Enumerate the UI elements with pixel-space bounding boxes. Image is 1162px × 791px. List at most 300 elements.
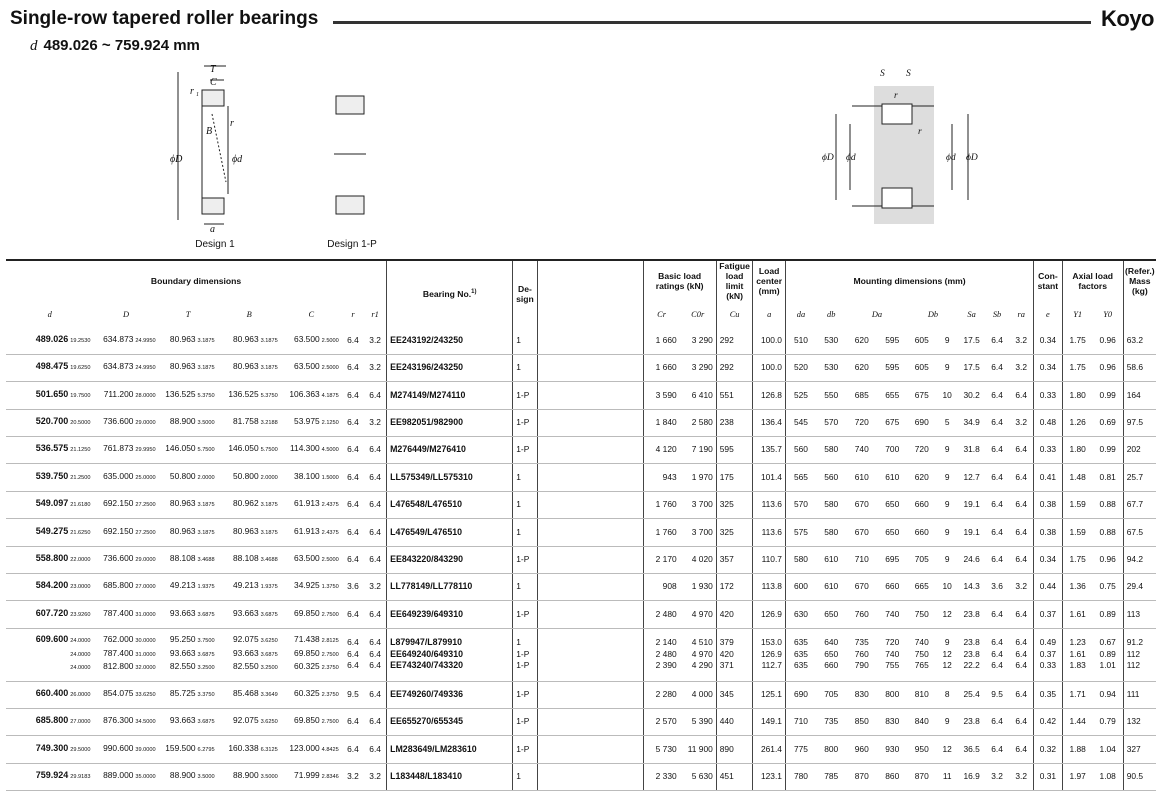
cell-Da: 735 760 790	[846, 628, 877, 681]
cell-blank	[537, 354, 643, 381]
cell-ra: 6.4	[985, 491, 1009, 518]
cell-Cr: 1 760	[643, 519, 680, 546]
cell-Sb: 34.9	[958, 409, 984, 436]
cell-B: 81.758 3.2188	[218, 409, 281, 436]
cell-a: 113.6	[753, 491, 786, 518]
design-1-caption: Design 1	[195, 239, 235, 250]
col-C: C	[308, 309, 315, 319]
table-row	[6, 601, 1156, 628]
cell-r: 6.4	[342, 382, 364, 409]
cell-r: 3.6	[342, 573, 364, 600]
cell-rb: 6.4	[1009, 736, 1033, 763]
cell-Sb: 19.1	[958, 519, 984, 546]
cell-Cr: 943	[643, 464, 680, 491]
cell-r: 6.4	[342, 464, 364, 491]
cell-r1: 6.4	[364, 546, 386, 573]
cell-Dbm: 870	[908, 763, 936, 790]
cell-C0r: 1 970	[680, 464, 717, 491]
svg-text:B: B	[206, 126, 213, 137]
cell-a: 123.1	[753, 763, 786, 790]
cell-C0r: 4 000	[680, 681, 717, 708]
svg-text:ϕD: ϕD	[170, 154, 183, 165]
cell-design: 1	[513, 354, 537, 381]
cell-Y0: 0.67 0.89 1.01	[1093, 628, 1124, 681]
cell-Sb: 31.8	[958, 436, 984, 463]
svg-text:r: r	[894, 91, 898, 101]
cell-d: 558.800 22.0000	[6, 546, 94, 573]
cell-e: 0.31	[1034, 763, 1062, 790]
cell-Sb: 36.5	[958, 736, 984, 763]
table-row	[6, 681, 1156, 708]
cell-Cu: 345	[716, 681, 753, 708]
cell-Sa: 9	[936, 519, 958, 546]
cell-Sb: 24.6	[958, 546, 984, 573]
cell-e: 0.35	[1034, 681, 1062, 708]
cell-Sb: 16.9	[958, 763, 984, 790]
cell-Dbm: 810	[908, 681, 936, 708]
cell-Db: 740	[877, 601, 908, 628]
cell-Da: 620	[846, 354, 877, 381]
col-da: da	[785, 301, 816, 327]
cell-db: 650	[816, 601, 847, 628]
cell-B: 93.663 3.6875	[218, 601, 281, 628]
cell-Sb: 25.4	[958, 681, 984, 708]
cell-Cr: 2 480	[643, 601, 680, 628]
cell-da: 570	[785, 491, 816, 518]
cell-Db: 930	[877, 736, 908, 763]
cell-design: 1	[513, 491, 537, 518]
col-r1: r1	[371, 309, 379, 319]
cell-r1: 3.2	[364, 409, 386, 436]
cell-ra: 3.2	[985, 763, 1009, 790]
cell-D: 762.000 30.0000 787.400 31.0000 812.800 32.0000	[94, 628, 159, 681]
cell-ra: 9.5	[985, 681, 1009, 708]
cell-D: 634.873 24.9950	[94, 327, 159, 354]
cell-Dbm: 740 750 765	[908, 628, 936, 681]
cell-r1: 6.4	[364, 519, 386, 546]
cell-Cr: 1 660	[643, 354, 680, 381]
cell-da: 775	[785, 736, 816, 763]
cell-C0r: 7 190	[680, 436, 717, 463]
cell-mass: 91.2 112 112	[1123, 628, 1156, 681]
cell-design: 1-P	[513, 409, 537, 436]
cell-db: 560	[816, 464, 847, 491]
cell-Cu: 175	[716, 464, 753, 491]
cell-Y1: 1.44	[1062, 709, 1093, 736]
cell-mass: 67.5	[1123, 519, 1156, 546]
cell-mass: 202	[1123, 436, 1156, 463]
cell-Sb: 23.8	[958, 709, 984, 736]
cell-bearing-no: L183448/L183410	[387, 763, 513, 790]
cell-design: 1-P	[513, 709, 537, 736]
cell-Y0: 1.08	[1093, 763, 1124, 790]
cell-T: 80.963 3.1875	[159, 354, 218, 381]
cell-Sa: 9	[936, 464, 958, 491]
cell-mass: 164	[1123, 382, 1156, 409]
cell-Dbm: 950	[908, 736, 936, 763]
cell-Cr: 5 730	[643, 736, 680, 763]
cell-Cr: 4 120	[643, 436, 680, 463]
col-r: r	[351, 309, 355, 319]
svg-text:ϕd: ϕd	[232, 154, 243, 165]
cell-Y1: 1.71	[1062, 681, 1093, 708]
cell-da: 630	[785, 601, 816, 628]
table-row	[6, 573, 1156, 600]
cell-r1: 6.4	[364, 709, 386, 736]
cell-db: 580	[816, 436, 847, 463]
cell-C: 60.325 2.3750	[281, 681, 342, 708]
cell-rb: 6.4	[1009, 709, 1033, 736]
design-1-diagram	[168, 62, 258, 232]
cell-C0r: 6 410	[680, 382, 717, 409]
cell-ra: 6.4	[985, 327, 1009, 354]
col-Sb: Sb	[992, 309, 1002, 319]
cell-Sa: 12	[936, 736, 958, 763]
cell-B: 136.525 5.3750	[218, 382, 281, 409]
cell-Sa: 9	[936, 491, 958, 518]
cell-T: 159.500 6.2795	[159, 736, 218, 763]
cell-B: 80.963 3.1875	[218, 354, 281, 381]
cell-Cu: 325	[716, 519, 753, 546]
cell-bearing-no: L476548/L476510	[387, 491, 513, 518]
table-row	[6, 709, 1156, 736]
cell-Y0: 0.88	[1093, 491, 1124, 518]
cell-Y0: 0.75	[1093, 573, 1124, 600]
svg-text:ϕd: ϕd	[846, 153, 856, 163]
cell-da: 510	[785, 327, 816, 354]
cell-design: 1 1-P 1-P	[513, 628, 537, 681]
cell-Cr: 2 330	[643, 763, 680, 790]
cell-C: 123.000 4.8425	[281, 736, 342, 763]
svg-text:1: 1	[196, 92, 199, 98]
cell-Da: 670	[846, 519, 877, 546]
cell-r1: 6.4	[364, 736, 386, 763]
cell-r1: 3.2	[364, 763, 386, 790]
boundary-dimensions-header: Boundary dimensions	[6, 260, 387, 301]
cell-Y1: 1.26	[1062, 409, 1093, 436]
cell-r1: 6.4	[364, 382, 386, 409]
table-row	[6, 736, 1156, 763]
cell-Db: 595	[877, 354, 908, 381]
page-title: Single-row tapered roller bearings	[10, 8, 319, 29]
cell-D: 990.600 39.0000	[94, 736, 159, 763]
cell-r: 6.4	[342, 519, 364, 546]
cell-D: 854.075 33.6250	[94, 681, 159, 708]
cell-Dbm: 840	[908, 709, 936, 736]
cell-design: 1	[513, 464, 537, 491]
col-Y1: Y1	[1062, 301, 1093, 327]
cell-Y1: 1.88	[1062, 736, 1093, 763]
cell-Db: 660	[877, 573, 908, 600]
cell-bearing-no: EE655270/655345	[387, 709, 513, 736]
cell-blank	[537, 491, 643, 518]
cell-B: 80.963 3.1875	[218, 519, 281, 546]
cell-db: 785	[816, 763, 847, 790]
cell-e: 0.38	[1034, 491, 1062, 518]
cell-D: 787.400 31.0000	[94, 601, 159, 628]
cell-r1: 6.4	[364, 491, 386, 518]
cell-Sa: 9	[936, 354, 958, 381]
cell-Y1: 1.48	[1062, 464, 1093, 491]
cell-da: 560	[785, 436, 816, 463]
cell-Cr: 2 140 2 480 2 390	[643, 628, 680, 681]
cell-ra: 3.6	[985, 573, 1009, 600]
design-1p-caption: Design 1-P	[327, 239, 377, 250]
cell-db: 570	[816, 409, 847, 436]
cell-Sb: 23.8	[958, 601, 984, 628]
table-row	[6, 519, 1156, 546]
table-header-row	[6, 260, 1156, 301]
svg-text:S: S	[906, 69, 911, 79]
cell-Cu: 379 420 371	[716, 628, 753, 681]
cell-Y1: 1.80	[1062, 382, 1093, 409]
cell-Y0: 0.96	[1093, 354, 1124, 381]
cell-C: 71.438 2.8125 69.850 2.7500 60.325 2.3750	[281, 628, 342, 681]
cell-Y0: 0.79	[1093, 709, 1124, 736]
svg-text:r: r	[918, 127, 922, 137]
cell-ra: 6.4	[985, 736, 1009, 763]
design-1p-diagram	[330, 92, 370, 220]
cell-blank	[537, 681, 643, 708]
table-row	[6, 546, 1156, 573]
cell-blank	[537, 409, 643, 436]
cell-r1: 3.2	[364, 354, 386, 381]
cell-Cr: 2 170	[643, 546, 680, 573]
cell-D: 692.150 27.2500	[94, 491, 159, 518]
cell-r1: 6.4	[364, 601, 386, 628]
cell-T: 95.250 3.7500 93.663 3.6875 82.550 3.2500	[159, 628, 218, 681]
cell-r1: 3.2	[364, 327, 386, 354]
cell-db: 550	[816, 382, 847, 409]
cell-r: 3.2	[342, 763, 364, 790]
cell-C: 69.850 2.7500	[281, 601, 342, 628]
cell-Da: 850	[846, 709, 877, 736]
cell-da: 780	[785, 763, 816, 790]
cell-Da: 960	[846, 736, 877, 763]
title-rule	[333, 21, 1091, 24]
cell-blank	[537, 628, 643, 681]
cell-design: 1-P	[513, 601, 537, 628]
table-row	[6, 354, 1156, 381]
cell-C: 71.999 2.8346	[281, 763, 342, 790]
svg-text:r: r	[230, 118, 234, 129]
col-d: d	[47, 309, 52, 319]
cell-Db: 650	[877, 491, 908, 518]
constant-header: Con-stant	[1034, 260, 1062, 301]
cell-e: 0.48	[1034, 409, 1062, 436]
table-row	[6, 409, 1156, 436]
cell-Da: 760	[846, 601, 877, 628]
cell-rb: 6.4	[1009, 546, 1033, 573]
cell-bearing-no: EE243192/243250	[387, 327, 513, 354]
cell-a: 100.0	[753, 327, 786, 354]
cell-r: 6.4 6.4 6.4	[342, 628, 364, 681]
col-Cu: Cu	[716, 301, 753, 327]
cell-T: 88.900 3.5000	[159, 409, 218, 436]
cell-e: 0.34	[1034, 327, 1062, 354]
table-row	[6, 436, 1156, 463]
cell-Db: 860	[877, 763, 908, 790]
cell-T: 80.963 3.1875	[159, 491, 218, 518]
cell-mass: 25.7	[1123, 464, 1156, 491]
cell-B: 49.213 1.9375	[218, 573, 281, 600]
cell-Cu: 357	[716, 546, 753, 573]
cell-Y1: 1.80	[1062, 436, 1093, 463]
cell-Cu: 325	[716, 491, 753, 518]
cell-Db: 720 740 755	[877, 628, 908, 681]
cell-Da: 710	[846, 546, 877, 573]
cell-Cr: 908	[643, 573, 680, 600]
cell-e: 0.37	[1034, 601, 1062, 628]
cell-C0r: 3 290	[680, 327, 717, 354]
cell-r: 6.4	[342, 546, 364, 573]
cell-Da: 685	[846, 382, 877, 409]
size-symbol: d	[30, 38, 38, 54]
cell-Sa: 12	[936, 601, 958, 628]
cell-T: 146.050 5.7500	[159, 436, 218, 463]
bearing-no-header: Bearing No.$^{1)}$	[387, 260, 513, 327]
table-row	[6, 327, 1156, 354]
cell-Cu: 551	[716, 382, 753, 409]
cell-design: 1-P	[513, 546, 537, 573]
svg-text:ϕd: ϕd	[946, 153, 956, 163]
cell-r1: 6.4	[364, 681, 386, 708]
cell-C: 114.300 4.5000	[281, 436, 342, 463]
cell-Dbm: 620	[908, 464, 936, 491]
cell-Sa: 9	[936, 546, 958, 573]
cell-e: 0.34	[1034, 354, 1062, 381]
cell-B: 80.962 3.1875	[218, 491, 281, 518]
table-row	[6, 491, 1156, 518]
cell-Cu: 440	[716, 709, 753, 736]
cell-rb: 6.4	[1009, 519, 1033, 546]
cell-ra: 6.4	[985, 546, 1009, 573]
cell-C0r: 3 290	[680, 354, 717, 381]
cell-d: 498.475 19.6250	[6, 354, 94, 381]
cell-mass: 29.4	[1123, 573, 1156, 600]
cell-r1: 6.4 6.4 6.4	[364, 628, 386, 681]
col-Y0: Y0	[1103, 309, 1113, 319]
cell-rb: 3.2	[1009, 354, 1033, 381]
cell-C0r: 3 700	[680, 491, 717, 518]
cell-bearing-no: L879947/L879910 EE649240/649310 EE743240/743320	[387, 628, 513, 681]
cell-db: 610	[816, 546, 847, 573]
cell-D: 634.873 24.9950	[94, 354, 159, 381]
cell-C: 63.500 2.5000	[281, 327, 342, 354]
cell-C0r: 1 930	[680, 573, 717, 600]
cell-blank	[537, 763, 643, 790]
cell-design: 1-P	[513, 436, 537, 463]
cell-B: 146.050 5.7500	[218, 436, 281, 463]
cell-design: 1	[513, 573, 537, 600]
cell-Y0: 0.99	[1093, 382, 1124, 409]
cell-rb: 6.4	[1009, 681, 1033, 708]
cell-Dbm: 665	[908, 573, 936, 600]
cell-D: 685.800 27.0000	[94, 573, 159, 600]
cell-Dbm: 675	[908, 382, 936, 409]
cell-bearing-no: EE843220/843290	[387, 546, 513, 573]
cell-T: 80.963 3.1875	[159, 519, 218, 546]
cell-e: 0.49 0.37 0.33	[1034, 628, 1062, 681]
cell-Cu: 238	[716, 409, 753, 436]
cell-Sa: 9	[936, 327, 958, 354]
cell-Db: 675	[877, 409, 908, 436]
cell-blank	[537, 382, 643, 409]
cell-mass: 90.5	[1123, 763, 1156, 790]
cell-Sb: 12.7	[958, 464, 984, 491]
bearing-table	[6, 259, 1156, 791]
cell-T: 88.900 3.5000	[159, 763, 218, 790]
table-row	[6, 382, 1156, 409]
cell-a: 125.1	[753, 681, 786, 708]
cell-bearing-no: EE982051/982900	[387, 409, 513, 436]
cell-Da: 720	[846, 409, 877, 436]
col-a: a	[753, 301, 786, 327]
cell-d: 609.600 24.0000 24.0000 24.0000	[6, 628, 94, 681]
svg-text:ϕD: ϕD	[822, 153, 834, 163]
cell-D: 711.200 28.0000	[94, 382, 159, 409]
load-center-header: Load center (mm)	[753, 260, 786, 301]
cell-Cu: 292	[716, 354, 753, 381]
cell-r: 6.4	[342, 601, 364, 628]
cell-B: 88.900 3.5000	[218, 763, 281, 790]
cell-d: 549.275 21.6250	[6, 519, 94, 546]
cell-r: 9.5	[342, 681, 364, 708]
cell-Y1: 1.75	[1062, 354, 1093, 381]
svg-text:T: T	[210, 64, 216, 75]
cell-r1: 6.4	[364, 436, 386, 463]
cell-design: 1	[513, 519, 537, 546]
table-body	[6, 327, 1156, 790]
cell-a: 113.8	[753, 573, 786, 600]
col-Db: Db	[927, 309, 939, 319]
cell-db: 580	[816, 519, 847, 546]
cell-blank	[537, 736, 643, 763]
cell-e: 0.33	[1034, 382, 1062, 409]
cell-blank	[537, 519, 643, 546]
cell-Sb: 17.5	[958, 327, 984, 354]
cell-blank	[537, 436, 643, 463]
cell-D: 736.600 29.0000	[94, 546, 159, 573]
col-B: B	[246, 309, 252, 319]
cell-db: 800	[816, 736, 847, 763]
cell-C: 69.850 2.7500	[281, 709, 342, 736]
cell-rb: 6.4	[1009, 464, 1033, 491]
cell-T: 93.663 3.6875	[159, 601, 218, 628]
axial-header: Axial load factors	[1062, 260, 1123, 301]
cell-design: 1	[513, 327, 537, 354]
col-ra: ra	[1017, 309, 1025, 319]
col-Cr: Cr	[643, 301, 680, 327]
cell-Y0: 0.94	[1093, 681, 1124, 708]
cell-mass: 58.6	[1123, 354, 1156, 381]
cell-T: 80.963 3.1875	[159, 327, 218, 354]
cell-Sa: 9 12 12	[936, 628, 958, 681]
cell-C: 53.975 2.1250	[281, 409, 342, 436]
cell-bearing-no: M274149/M274110	[387, 382, 513, 409]
cell-design: 1	[513, 763, 537, 790]
cell-bearing-no: LL778149/LL778110	[387, 573, 513, 600]
cell-rb: 6.4 6.4 6.4	[1009, 628, 1033, 681]
cell-a: 135.7	[753, 436, 786, 463]
cell-ra: 6.4	[985, 354, 1009, 381]
cell-Sb: 17.5	[958, 354, 984, 381]
cell-C0r: 4 510 4 970 4 290	[680, 628, 717, 681]
cell-bearing-no: EE649239/649310	[387, 601, 513, 628]
col-e: e	[1034, 301, 1062, 327]
cell-D: 889.000 35.0000	[94, 763, 159, 790]
cell-Da: 830	[846, 681, 877, 708]
